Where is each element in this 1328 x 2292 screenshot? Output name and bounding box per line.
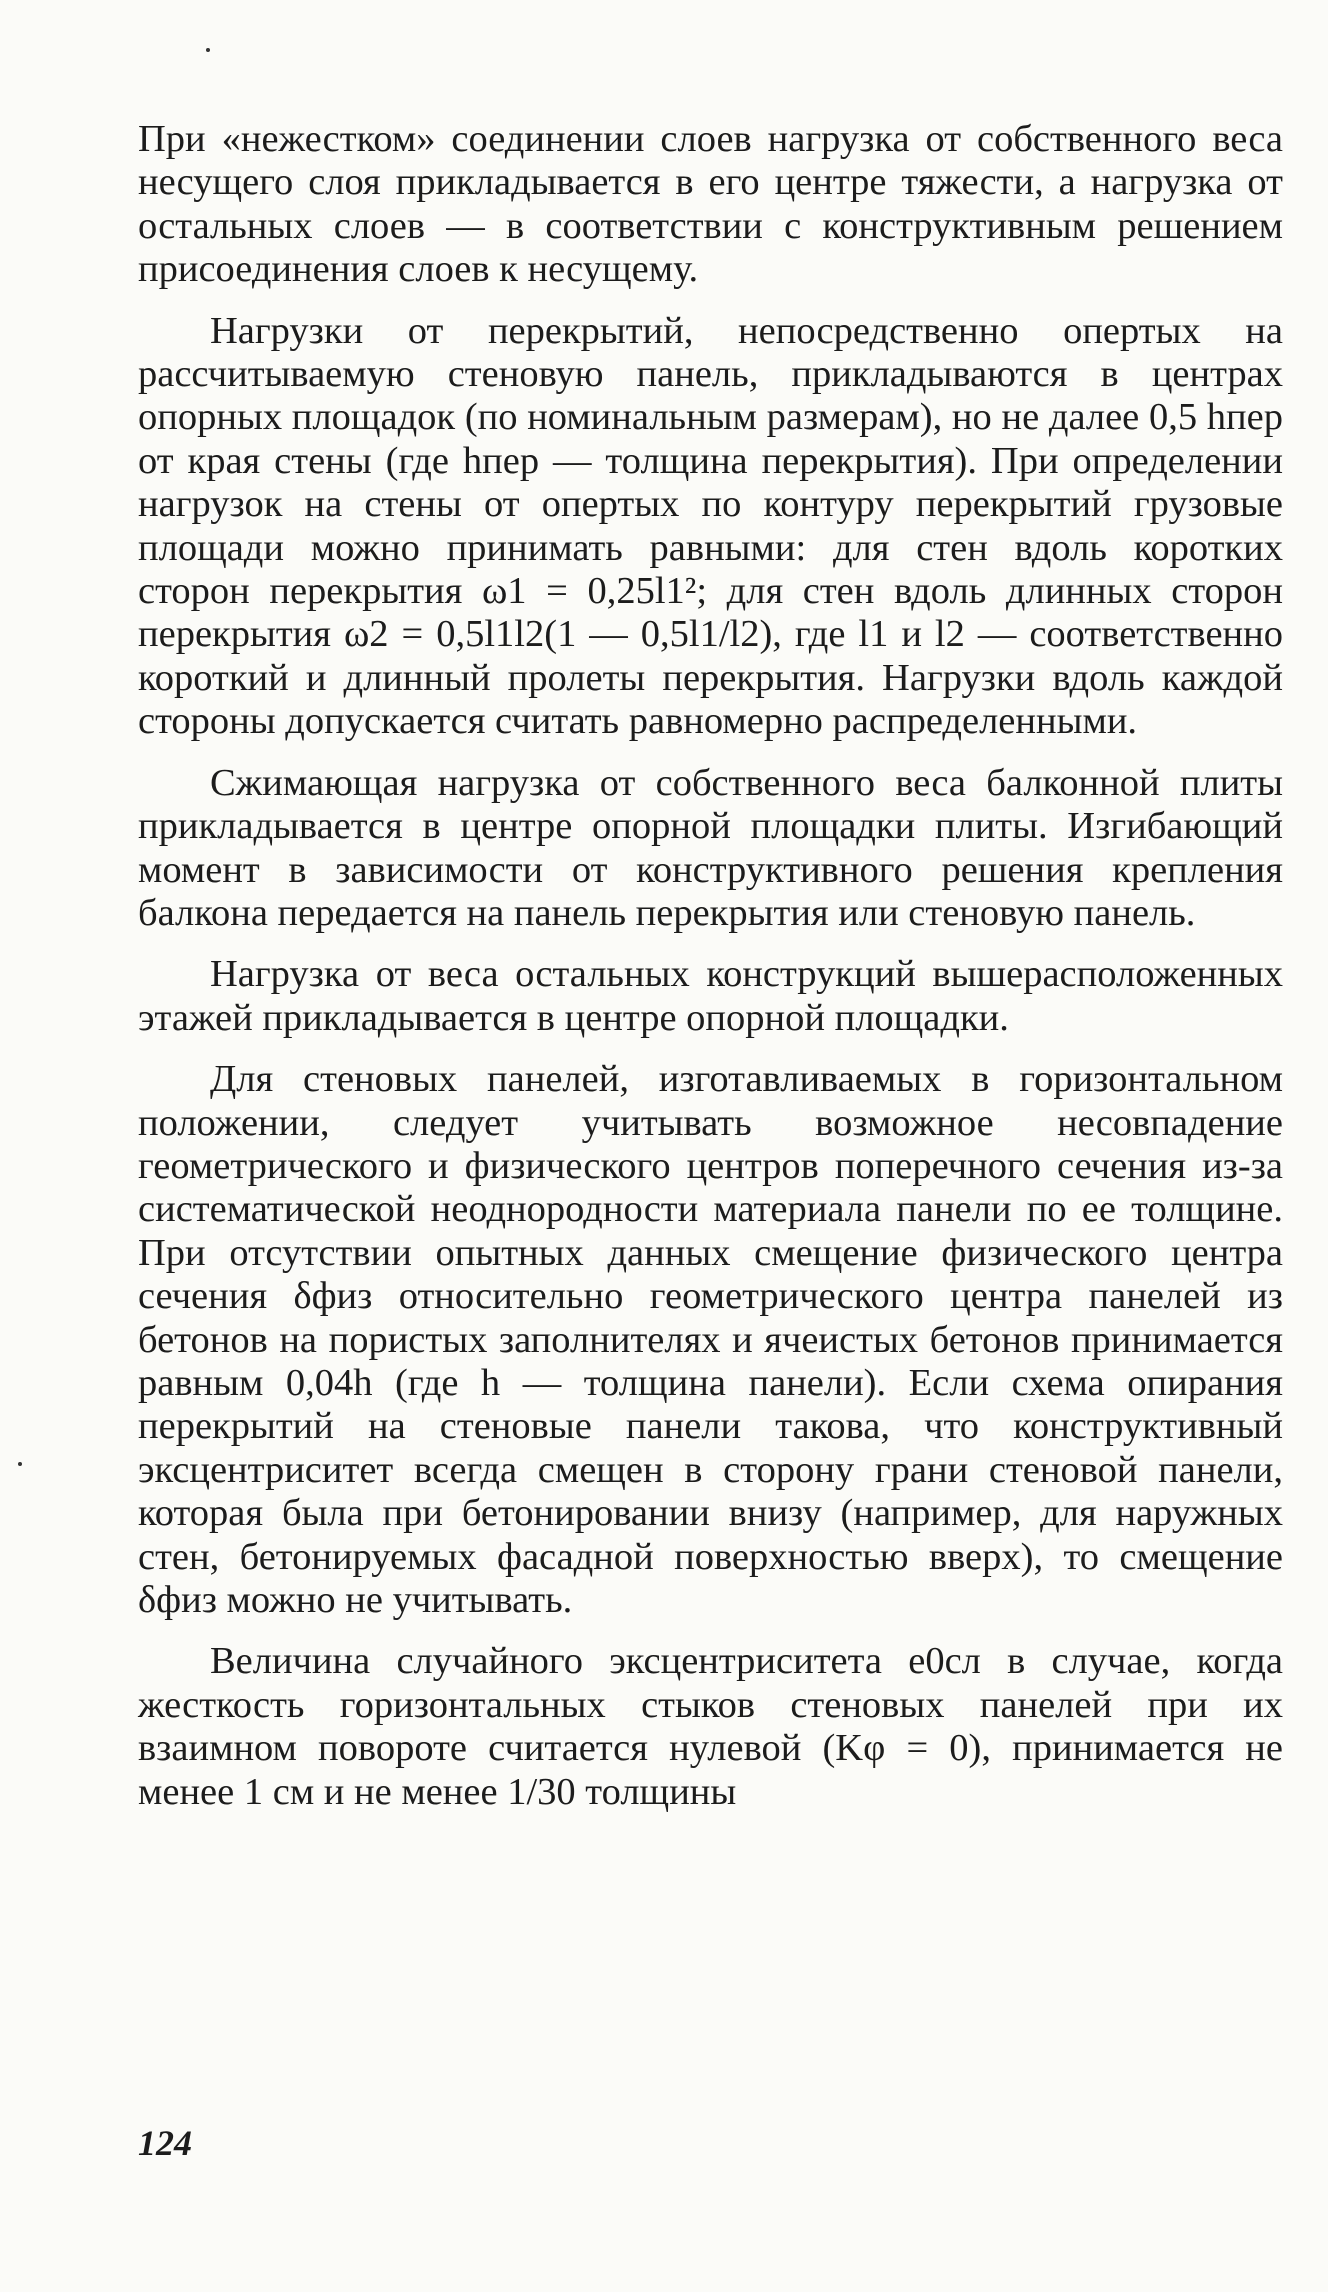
paragraph-4: Нагрузка от веса остальных конструкций вышерасположенных этажей прикладывается в центре опорной площадки.	[138, 953, 1283, 1039]
paragraph-2: Нагрузки от перекрытий, непосредственно опертых на рассчитываемую стеновую панель, прикладываются в центрах опорных площадок (по номинальным размерам), но не далее 0,5 hпер от края стены (где hпер — толщина перекрытия). При определении нагрузок на стены от опертых по контуру перекрытий грузовые площади можно принимать равными: для стен вдоль коротких сторон перекрытия ω1 = 0,25l1²; для стен вдоль длинных сторон перекрытия ω2 = 0,5l1l2(1 — 0,5l1/l2), где l1 и l2 — соответственно короткий и длинный пролеты перекрытия. Нагрузки вдоль каждой стороны допускается считать равномерно распределенными.	[138, 309, 1283, 743]
paragraph-3: Сжимающая нагрузка от собственного веса балконной плиты прикладывается в центре опорной площадки плиты. Изгибающий момент в зависимости от конструктивного решения крепления балкона передается на панель перекрытия или стеновую панель.	[138, 761, 1283, 934]
body-text	[138, 118, 1283, 1832]
page-number: 124	[138, 2123, 192, 2163]
paragraph-6: Величина случайного эксцентриситета e0сл в случае, когда жесткость горизонтальных стыков стеновых панелей при их взаимном повороте считается нулевой (Kφ = 0), принимается не менее 1 см и не менее 1/30 толщины	[138, 1640, 1283, 1813]
paragraph-1: При «нежестком» соединении слоев нагрузка от собственного веса несущего слоя прикладывается в его центре тяжести, а нагрузка от остальных слоев — в соответствии с конструктивным решением присоединения слоев к несущему.	[138, 118, 1283, 291]
paragraph-5: Для стеновых панелей, изготавливаемых в горизонтальном положении, следует учитывать возможное несовпадение геометрического и физического центров поперечного сечения из-за систематической неоднородности материала панели по ее толщине. При отсутствии опытных данных смещение физического центра сечения δфиз относительно геометрического центра панелей из бетонов на пористых заполнителях и ячеистых бетонов принимается равным 0,04h (где h — толщина панели). Если схема опирания перекрытий на стеновые панели такова, что конструктивный эксцентриситет всегда смещен в сторону грани стеновой панели, которая была при бетонировании внизу (например, для наружных стен, бетонируемых фасадной поверхностью вверх), то смещение δфиз можно не учитывать.	[138, 1058, 1283, 1621]
print-speck	[206, 48, 210, 52]
print-speck	[18, 1462, 22, 1466]
